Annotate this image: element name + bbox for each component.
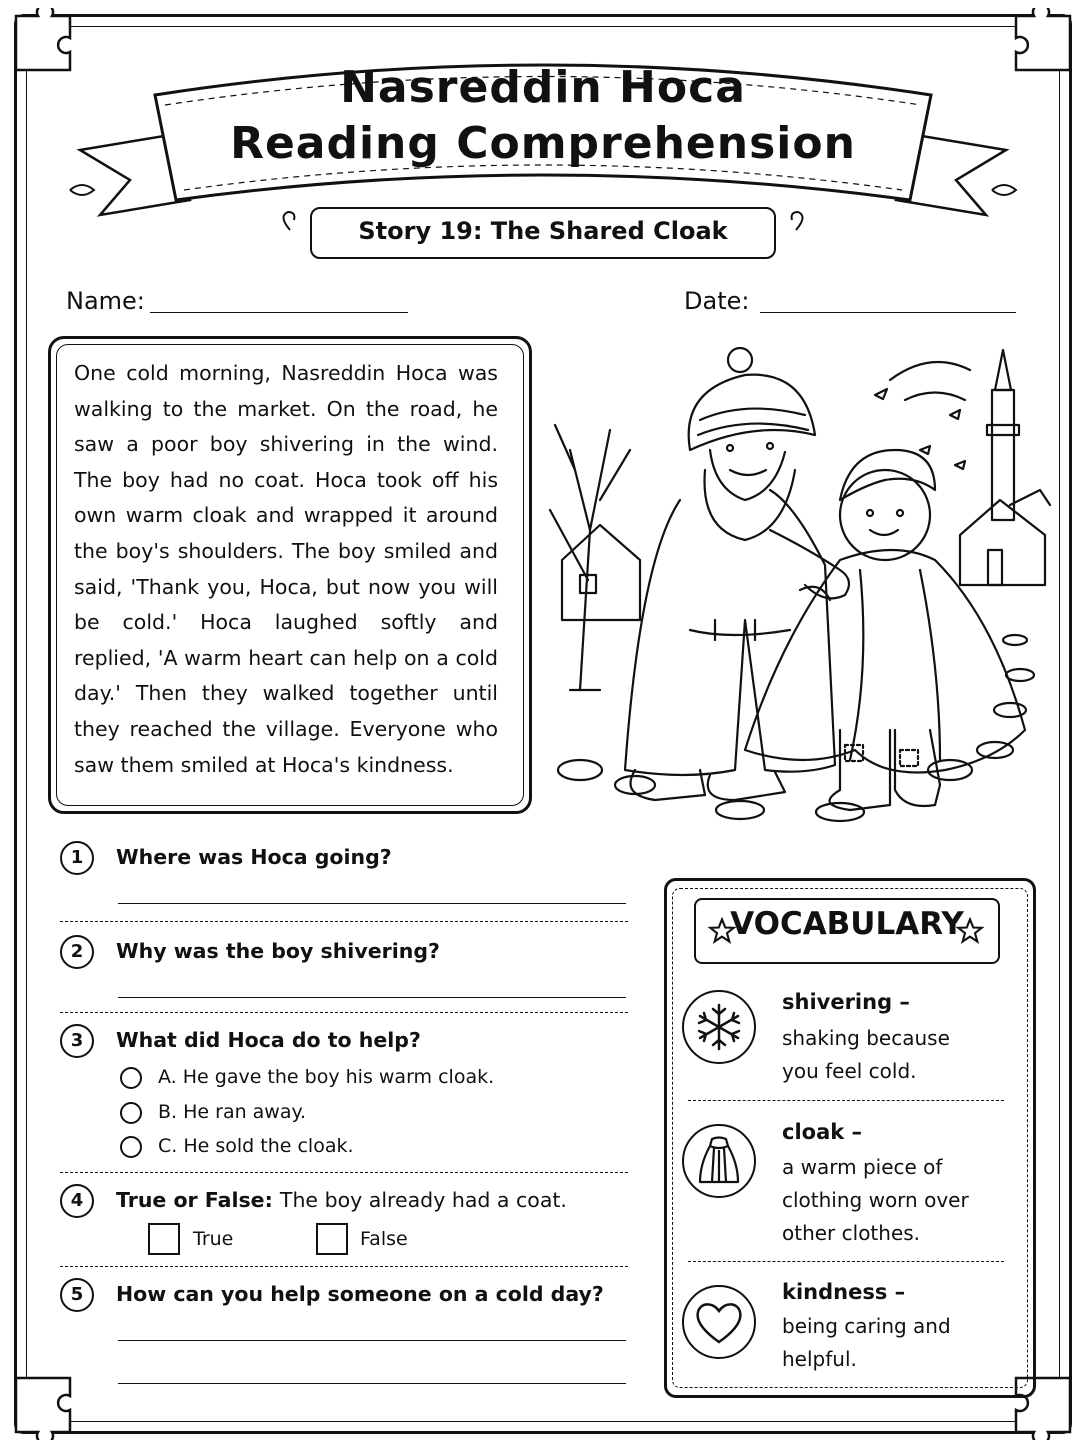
answer-1-line[interactable] xyxy=(118,903,626,904)
heart-icon xyxy=(694,1298,744,1346)
option-b-radio[interactable] xyxy=(120,1102,142,1124)
false-checkbox[interactable] xyxy=(316,1223,348,1255)
true-false-prefix: True or False: xyxy=(116,1188,273,1212)
answer-5-line-1[interactable] xyxy=(118,1340,626,1341)
snowflake-icon xyxy=(694,1002,744,1052)
question-5-number: 5 xyxy=(60,1278,94,1312)
question-4-statement: The boy already had a coat. xyxy=(279,1188,567,1212)
puzzle-corner-icon xyxy=(8,1370,78,1440)
option-c-radio[interactable] xyxy=(120,1136,142,1158)
vocab-word-cloak: cloak – xyxy=(782,1120,863,1144)
vocab-word-shivering: shivering – xyxy=(782,990,910,1014)
cloak-icon xyxy=(694,1134,744,1188)
option-a-radio[interactable] xyxy=(120,1067,142,1089)
question-3-number: 3 xyxy=(60,1024,94,1058)
false-label: False xyxy=(360,1228,408,1250)
divider xyxy=(688,1100,1004,1101)
vocab-definition-shivering: shaking because you feel cold. xyxy=(782,1026,950,1083)
option-b-label: B. He ran away. xyxy=(158,1101,307,1123)
question-1-number: 1 xyxy=(60,841,94,875)
story-subtitle: Story 19: The Shared Cloak xyxy=(358,217,728,245)
option-c-label: C. He sold the cloak. xyxy=(158,1135,354,1157)
true-checkbox[interactable] xyxy=(148,1223,180,1255)
divider xyxy=(60,1172,628,1173)
answer-5-line-2[interactable] xyxy=(118,1383,626,1384)
option-a-label: A. He gave the boy his warm cloak. xyxy=(158,1066,495,1088)
divider xyxy=(60,1266,628,1267)
story-text: One cold morning, Nasreddin Hoca was walking to the market. On the road, he saw a poor boy shivering in the wind. The boy had no coat. Hoca took off his own warm cloak and wrapped it around the boy's shoulders. The boy smiled and said, 'Thank you, Hoca, but now you will be cold.' Hoca laughed softly and replied, 'A warm heart can help on a cold day.' Then they walked together until they reached the village. Everyone who saw them smiled at Hoca's kindness. xyxy=(74,361,498,777)
question-5-text: How can you help someone on a cold day? xyxy=(116,1282,604,1306)
divider xyxy=(688,1261,1004,1262)
answer-2-line[interactable] xyxy=(118,997,626,998)
name-field[interactable] xyxy=(150,312,408,313)
name-label: Name: xyxy=(66,287,145,315)
hoca-and-boy-illustration xyxy=(540,330,1052,830)
vocab-definition-kindness: being caring and helpful. xyxy=(782,1314,951,1371)
vocab-definition-cloak: a warm piece of clothing worn over other clothes. xyxy=(782,1155,969,1245)
divider xyxy=(60,921,628,922)
question-2-number: 2 xyxy=(60,935,94,969)
vocabulary-title: VOCABULARY xyxy=(730,906,964,942)
page-title-line1: Nasreddin Hoca xyxy=(340,62,746,113)
date-field[interactable] xyxy=(760,312,1016,313)
question-3-text: What did Hoca do to help? xyxy=(116,1028,421,1052)
question-1-text: Where was Hoca going? xyxy=(116,845,392,869)
question-4-number: 4 xyxy=(60,1184,94,1218)
vocab-word-kindness: kindness – xyxy=(782,1280,906,1304)
page-title-line2: Reading Comprehension xyxy=(230,118,856,169)
true-label: True xyxy=(193,1228,234,1250)
question-2-text: Why was the boy shivering? xyxy=(116,939,440,963)
question-4-text xyxy=(116,1188,567,1212)
date-label: Date: xyxy=(684,287,750,315)
divider xyxy=(60,1012,628,1013)
